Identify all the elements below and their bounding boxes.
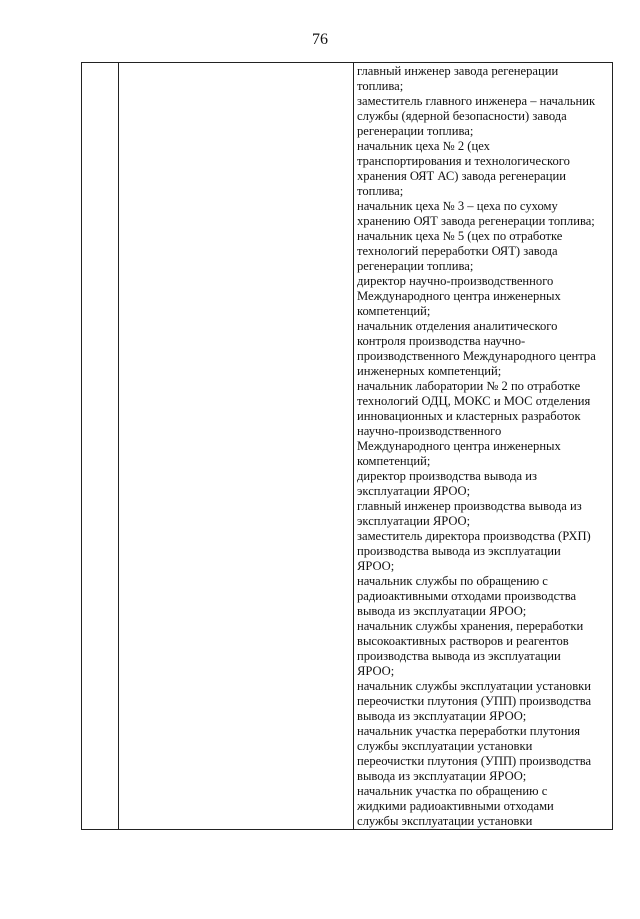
table-cell-name	[119, 63, 354, 830]
position-line: топлива;	[357, 184, 404, 198]
position-line: начальник отделения аналитического	[357, 319, 558, 333]
page-number: 76	[312, 31, 328, 48]
position-line: транспортирования и технологического	[357, 154, 570, 168]
position-line: инновационных и кластерных разработок	[357, 409, 581, 423]
position-line: компетенций;	[357, 454, 431, 468]
position-line: радиоактивными отходами производства	[357, 589, 577, 603]
position-line: эксплуатации ЯРОО;	[357, 484, 471, 498]
position-line: Международного центра инженерных	[357, 289, 561, 303]
position-line: регенерации топлива;	[357, 259, 474, 273]
position-line: переочистки плутония (УПП) производства	[357, 694, 592, 708]
position-line: инженерных компетенций;	[357, 364, 502, 378]
table-row	[82, 63, 613, 830]
position-line: жидкими радиоактивными отходами	[357, 799, 554, 813]
position-line: начальник цеха № 2 (цех	[357, 139, 490, 153]
position-line: технологий переработки ОЯТ) завода	[357, 244, 558, 258]
position-line: начальник службы по обращению с	[357, 574, 548, 588]
position-line: научно-производственного	[357, 424, 502, 438]
position-line: производственного Международного центра	[357, 349, 596, 363]
position-line: топлива;	[357, 79, 404, 93]
position-line: переочистки плутония (УПП) производства	[357, 754, 592, 768]
position-line: начальник участка по обращению с	[357, 784, 548, 798]
table-cell-number	[82, 63, 119, 830]
position-line: службы (ядерной безопасности) завода	[357, 109, 567, 123]
position-line: главный инженер завода регенерации	[357, 64, 559, 78]
position-line: регенерации топлива;	[357, 124, 474, 138]
position-line: вывода из эксплуатации ЯРОО;	[357, 769, 527, 783]
position-line: начальник службы эксплуатации установки	[357, 679, 591, 693]
position-line: контроля производства научно-	[357, 334, 526, 348]
position-line: Международного центра инженерных	[357, 439, 561, 453]
position-line: службы эксплуатации установки	[357, 814, 533, 828]
table-cell-positions	[354, 63, 613, 830]
position-line: ЯРОО;	[357, 664, 395, 678]
position-line: службы эксплуатации установки	[357, 739, 533, 753]
position-line: заместитель директора производства (РХП)	[357, 529, 591, 543]
position-line: ЯРОО;	[357, 559, 395, 573]
position-line: начальник участка переработки плутония	[357, 724, 580, 738]
position-line: хранения ОЯТ АС) завода регенерации	[357, 169, 566, 183]
position-line: хранению ОЯТ завода регенерации топлива;	[357, 214, 595, 228]
position-line: директор производства вывода из	[357, 469, 537, 483]
position-line: начальник цеха № 3 – цеха по сухому	[357, 199, 558, 213]
position-line: начальник цеха № 5 (цех по отработке	[357, 229, 563, 243]
position-line: директор научно-производственного	[357, 274, 554, 288]
positions-table	[81, 62, 613, 830]
position-line: высокоактивных растворов и реагентов	[357, 634, 569, 648]
positions-list	[354, 63, 612, 829]
position-line: эксплуатации ЯРОО;	[357, 514, 471, 528]
position-line: производства вывода из эксплуатации	[357, 649, 561, 663]
position-line: технологий ОДЦ, МОКС и МОС отделения	[357, 394, 591, 408]
position-line: главный инженер производства вывода из	[357, 499, 582, 513]
position-line: заместитель главного инженера – начальник	[357, 94, 596, 108]
position-line: вывода из эксплуатации ЯРОО;	[357, 604, 527, 618]
position-line: вывода из эксплуатации ЯРОО;	[357, 709, 527, 723]
position-line: производства вывода из эксплуатации	[357, 544, 561, 558]
position-line: начальник лаборатории № 2 по отработке	[357, 379, 581, 393]
position-line: компетенций;	[357, 304, 431, 318]
position-line: начальник службы хранения, переработки	[357, 619, 584, 633]
